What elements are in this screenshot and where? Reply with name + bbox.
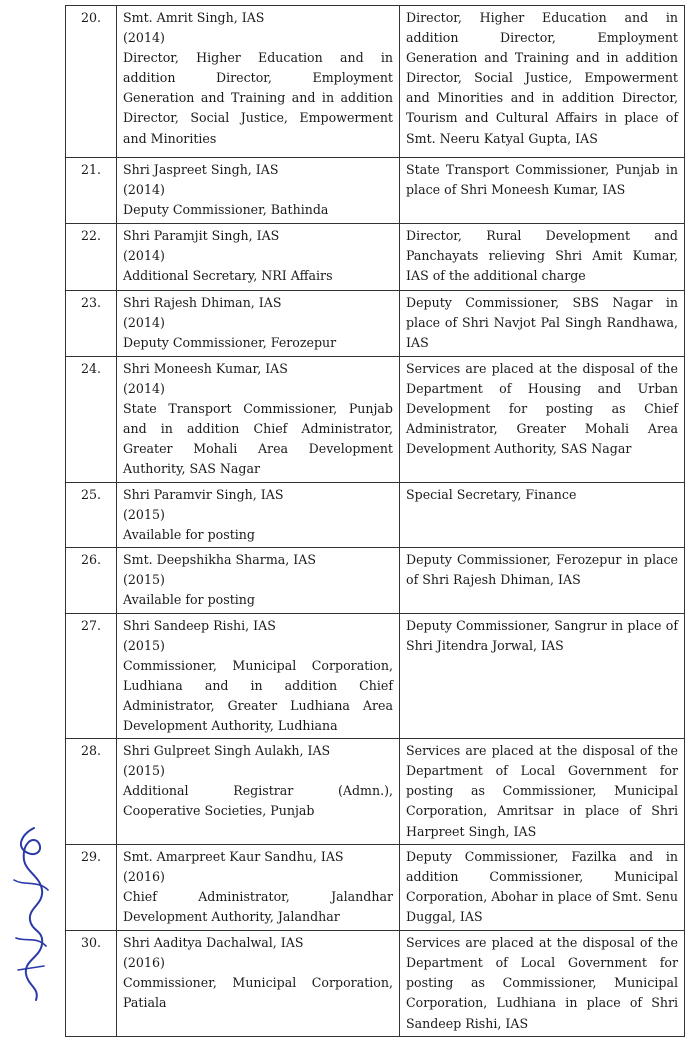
officer-name: Shri Rajesh Dhiman, IAS bbox=[123, 295, 282, 310]
officer-name: Smt. Amarpreet Kaur Sandhu, IAS bbox=[123, 849, 344, 865]
officer-name: Shri Aaditya Dachalwal, IAS bbox=[123, 935, 304, 951]
new-posting: Director, Higher Education and in addition Director, Employment Generation and Training and in addition Director, Social Justice, Empowerment and Minorities and in addition Director, Tourism and Cultural Affairs in place of Smt. Neeru Katyal Gupta, IAS bbox=[400, 6, 685, 158]
officer-cell bbox=[117, 483, 400, 548]
table-row bbox=[66, 6, 685, 158]
table-row bbox=[66, 739, 685, 845]
table-row bbox=[66, 483, 685, 548]
officer-batch-year: (2014) bbox=[123, 248, 165, 264]
current-posting: Available for posting bbox=[123, 527, 255, 543]
officer-cell bbox=[117, 158, 400, 224]
serial-number: 24. bbox=[66, 357, 117, 483]
current-posting: Director, Higher Education and in addition Director, Employment Generation and Training and in addition Director, Social Justice, Empowerment and Minorities bbox=[123, 50, 393, 146]
new-posting: Services are placed at the disposal of the Department of Local Government for posting as Commissioner, Municipal Corporation, Ludhiana in place of Shri Sandeep Rishi, IAS bbox=[400, 931, 685, 1036]
serial-number: 23. bbox=[66, 291, 117, 357]
table-row bbox=[66, 548, 685, 613]
new-posting: Deputy Commissioner, Sangrur in place of Shri Jitendra Jorwal, IAS bbox=[400, 613, 685, 739]
officer-batch-year: (2014) bbox=[123, 315, 165, 331]
table-row bbox=[66, 931, 685, 1036]
officer-cell bbox=[117, 357, 400, 483]
officer-batch-year: (2015) bbox=[123, 637, 165, 653]
new-posting: Services are placed at the disposal of the Department of Housing and Urban Development for posting as Chief Administrator, Greater Mohali Area Development Authority, SAS Nagar bbox=[400, 357, 685, 483]
new-posting: State Transport Commissioner, Punjab in place of Shri Moneesh Kumar, IAS bbox=[400, 158, 685, 224]
handwritten-signature bbox=[4, 820, 56, 1010]
serial-number: 22. bbox=[66, 224, 117, 291]
new-posting: Deputy Commissioner, SBS Nagar in place of Shri Navjot Pal Singh Randhawa, IAS bbox=[400, 291, 685, 357]
table-row bbox=[66, 357, 685, 483]
officer-cell bbox=[117, 613, 400, 739]
new-posting: Deputy Commissioner, Ferozepur in place of Shri Rajesh Dhiman, IAS bbox=[400, 548, 685, 613]
officer-name: Shri Paramjit Singh, IAS bbox=[123, 228, 280, 243]
current-posting: Deputy Commissioner, Ferozepur bbox=[123, 335, 337, 351]
current-posting: State Transport Commissioner, Punjab and in addition Chief Administrator, Greater Mohali Area Development Authority, SAS Nagar bbox=[123, 401, 393, 477]
officer-name: Shri Gulpreet Singh Aulakh, IAS bbox=[123, 743, 331, 759]
officer-name: Smt. Deepshikha Sharma, IAS bbox=[123, 552, 316, 568]
new-posting: Director, Rural Development and Panchayats relieving Shri Amit Kumar, IAS of the additional charge bbox=[400, 224, 685, 291]
officer-cell bbox=[117, 548, 400, 613]
table-row bbox=[66, 845, 685, 931]
current-posting: Deputy Commissioner, Bathinda bbox=[123, 202, 329, 218]
current-posting: Commissioner, Municipal Corporation, Ludhiana and in addition Chief Administrator, Greater Ludhiana Area Development Authority, Ludhiana bbox=[123, 657, 393, 734]
current-posting: Chief Administrator, Jalandhar Development Authority, Jalandhar bbox=[123, 889, 393, 925]
current-posting: Additional Registrar (Admn.), Cooperative Societies, Punjab bbox=[123, 783, 393, 819]
serial-number: 25. bbox=[66, 483, 117, 548]
officer-batch-year: (2016) bbox=[123, 955, 165, 971]
table-row bbox=[66, 224, 685, 291]
officer-batch-year: (2015) bbox=[123, 763, 165, 779]
new-posting: Deputy Commissioner, Fazilka and in addition Commissioner, Municipal Corporation, Abohar in place of Smt. Senu Duggal, IAS bbox=[400, 845, 685, 931]
serial-number: 26. bbox=[66, 548, 117, 613]
serial-number: 27. bbox=[66, 613, 117, 739]
postings-table-body bbox=[66, 6, 685, 1037]
table-row bbox=[66, 291, 685, 357]
officer-batch-year: (2015) bbox=[123, 572, 165, 588]
officer-name: Shri Moneesh Kumar, IAS bbox=[123, 361, 288, 376]
serial-number: 29. bbox=[66, 845, 117, 931]
current-posting: Available for posting bbox=[123, 592, 255, 608]
officer-cell bbox=[117, 739, 400, 845]
table-row bbox=[66, 613, 685, 739]
officer-cell bbox=[117, 931, 400, 1036]
officer-name: Shri Sandeep Rishi, IAS bbox=[123, 617, 276, 633]
current-posting: Additional Secretary, NRI Affairs bbox=[123, 268, 333, 284]
officer-batch-year: (2014) bbox=[123, 381, 165, 397]
current-posting: Commissioner, Municipal Corporation, Patiala bbox=[123, 975, 393, 1011]
table-row bbox=[66, 158, 685, 224]
serial-number: 28. bbox=[66, 739, 117, 845]
officer-name: Smt. Amrit Singh, IAS bbox=[123, 10, 265, 25]
officer-name: Shri Paramvir Singh, IAS bbox=[123, 487, 284, 502]
new-posting: Special Secretary, Finance bbox=[400, 483, 685, 548]
serial-number: 20. bbox=[66, 6, 117, 158]
officer-batch-year: (2014) bbox=[123, 182, 165, 198]
serial-number: 30. bbox=[66, 931, 117, 1036]
officer-cell bbox=[117, 224, 400, 291]
officer-batch-year: (2014) bbox=[123, 30, 165, 46]
new-posting: Services are placed at the disposal of the Department of Local Government for posting as Commissioner, Municipal Corporation, Amritsar in place of Shri Harpreet Singh, IAS bbox=[400, 739, 685, 845]
officer-cell bbox=[117, 291, 400, 357]
postings-table bbox=[65, 5, 685, 1037]
officer-batch-year: (2016) bbox=[123, 869, 165, 885]
officer-name: Shri Jaspreet Singh, IAS bbox=[123, 162, 279, 177]
serial-number: 21. bbox=[66, 158, 117, 224]
officer-cell bbox=[117, 6, 400, 158]
officer-cell bbox=[117, 845, 400, 931]
officer-batch-year: (2015) bbox=[123, 507, 165, 523]
